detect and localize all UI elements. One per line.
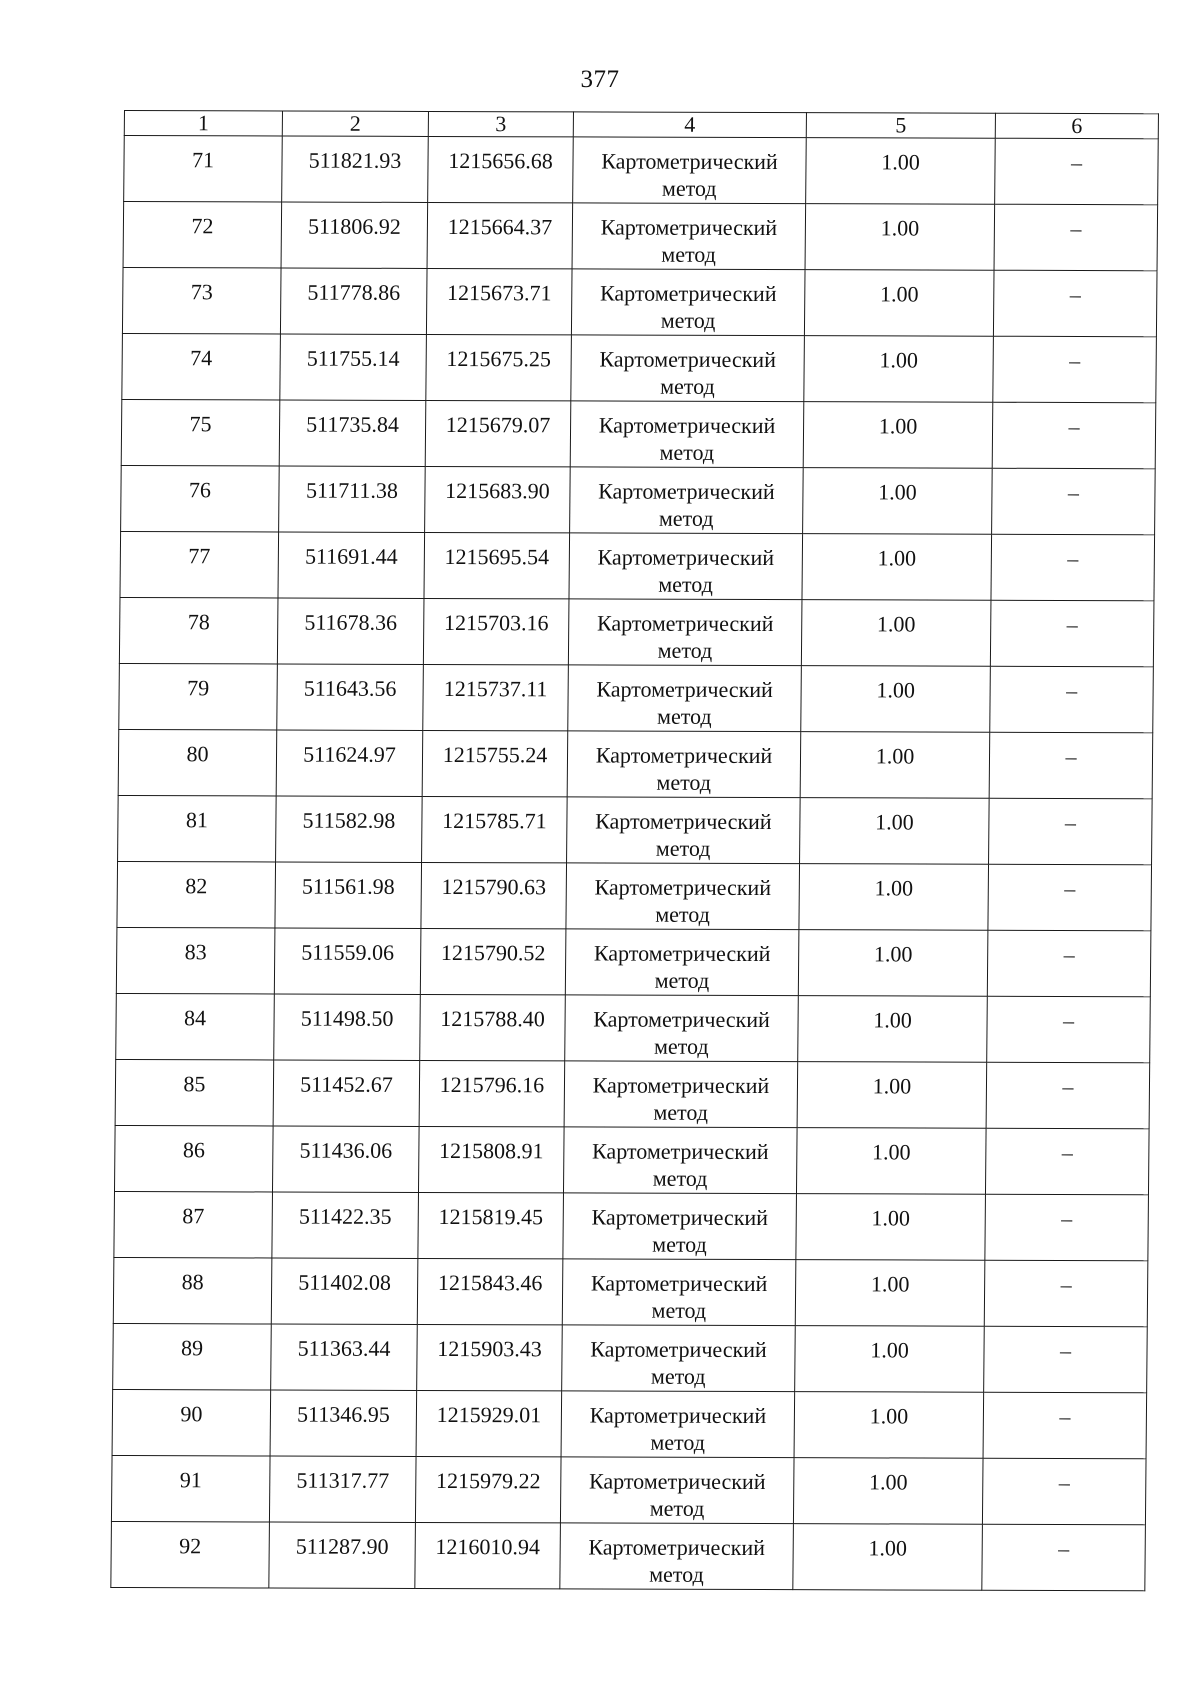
method-line-1: Картометрический	[599, 280, 777, 307]
table-row	[124, 136, 1159, 205]
method-cell	[566, 863, 800, 930]
table-row	[123, 202, 1158, 271]
point-number-cell: 74	[122, 334, 281, 400]
method-line-1: Картометрический	[599, 346, 777, 373]
table-row	[116, 927, 1151, 996]
accuracy-cell: 1.00	[801, 600, 991, 667]
method-cell	[573, 137, 807, 204]
method-cell	[560, 1457, 794, 1524]
point-number-cell: 78	[119, 597, 278, 663]
method-line-2: метод	[656, 703, 712, 729]
table-row	[118, 795, 1153, 864]
x-coordinate-cell: 511735.84	[279, 400, 426, 466]
accuracy-cell: 1.00	[801, 666, 991, 733]
x-coordinate-cell: 511402.08	[271, 1258, 418, 1324]
header-col-2: 2	[282, 111, 428, 136]
method-cell	[565, 995, 799, 1062]
accuracy-cell: 1.00	[794, 1392, 984, 1459]
note-cell: –	[987, 996, 1151, 1063]
x-coordinate-cell: 511559.06	[274, 928, 421, 994]
method-line-1: Картометрический	[597, 544, 775, 571]
table-row	[112, 1389, 1147, 1458]
method-line-2: метод	[659, 439, 715, 465]
y-coordinate-cell: 1215683.90	[425, 466, 571, 532]
accuracy-cell: 1.00	[795, 1260, 985, 1327]
note-cell: –	[988, 864, 1152, 931]
method-line-1: Картометрический	[589, 1402, 767, 1429]
page-number: 377	[580, 66, 620, 93]
accuracy-cell: 1.00	[798, 930, 988, 997]
note-cell: –	[982, 1524, 1146, 1591]
header-col-3: 3	[428, 111, 573, 136]
note-cell: –	[990, 666, 1154, 733]
method-cell	[563, 1193, 797, 1260]
y-coordinate-cell: 1215790.63	[421, 862, 567, 928]
note-cell: –	[984, 1326, 1148, 1393]
note-cell: –	[983, 1392, 1147, 1459]
point-number-cell: 85	[115, 1059, 274, 1125]
x-coordinate-cell: 511287.90	[269, 1522, 416, 1588]
table-row	[111, 1455, 1146, 1524]
note-cell: –	[985, 1194, 1149, 1261]
method-cell	[568, 665, 802, 732]
header-col-5: 5	[806, 113, 995, 139]
method-line-2: метод	[655, 901, 710, 927]
point-number-cell: 86	[114, 1125, 273, 1191]
point-number-cell: 89	[113, 1323, 272, 1389]
point-number-cell: 84	[116, 993, 275, 1059]
method-cell	[560, 1523, 794, 1590]
method-line-2: метод	[650, 1363, 706, 1389]
method-line-2: метод	[652, 1165, 708, 1191]
accuracy-cell: 1.00	[795, 1326, 985, 1393]
method-line-1: Картометрический	[598, 412, 776, 439]
table-body	[111, 136, 1158, 1591]
method-line-2: метод	[649, 1495, 705, 1521]
method-cell	[567, 731, 801, 798]
method-line-1: Картометрический	[600, 214, 778, 241]
method-line-2: метод	[661, 175, 717, 201]
y-coordinate-cell: 1215785.71	[422, 796, 568, 862]
y-coordinate-cell: 1215903.43	[417, 1324, 563, 1390]
method-cell	[570, 401, 804, 468]
table-row	[118, 729, 1153, 798]
method-line-2: метод	[655, 835, 711, 861]
point-number-cell: 81	[118, 795, 277, 861]
method-line-1: Картометрический	[588, 1468, 766, 1495]
table-row	[116, 993, 1151, 1062]
accuracy-cell: 1.00	[796, 1128, 986, 1195]
accuracy-cell: 1.00	[800, 798, 990, 865]
x-coordinate-cell: 511561.98	[275, 862, 422, 928]
note-cell: –	[989, 798, 1153, 865]
method-cell	[565, 929, 799, 996]
y-coordinate-cell: 1216010.94	[415, 1522, 561, 1588]
table-row	[111, 1521, 1146, 1590]
accuracy-cell: 1.00	[798, 996, 988, 1063]
coordinates-table	[110, 110, 1159, 1591]
accuracy-cell: 1.00	[793, 1524, 983, 1591]
x-coordinate-cell: 511422.35	[272, 1192, 419, 1258]
note-cell: –	[986, 1062, 1150, 1129]
y-coordinate-cell: 1215819.45	[418, 1192, 564, 1258]
coordinates-table-container	[110, 110, 1158, 1591]
note-cell: –	[992, 468, 1156, 535]
method-line-2: метод	[658, 571, 714, 597]
y-coordinate-cell: 1215695.54	[424, 532, 570, 598]
table-row	[122, 268, 1157, 337]
method-line-1: Картометрический	[588, 1534, 766, 1561]
y-coordinate-cell: 1215808.91	[418, 1126, 564, 1192]
x-coordinate-cell: 511643.56	[277, 664, 424, 730]
method-line-1: Картометрический	[590, 1270, 768, 1297]
method-cell	[561, 1391, 795, 1458]
y-coordinate-cell: 1215703.16	[423, 598, 569, 664]
accuracy-cell: 1.00	[804, 270, 994, 337]
table-row	[119, 597, 1154, 666]
note-cell: –	[995, 138, 1159, 205]
method-line-1: Картометрический	[590, 1336, 767, 1363]
point-number-cell: 76	[121, 465, 280, 531]
method-line-2: метод	[649, 1561, 704, 1587]
table-row	[113, 1257, 1148, 1326]
method-line-2: метод	[661, 241, 717, 267]
y-coordinate-cell: 1215664.37	[427, 202, 573, 268]
x-coordinate-cell: 511755.14	[280, 334, 427, 400]
point-number-cell: 71	[124, 136, 283, 202]
x-coordinate-cell: 511363.44	[271, 1324, 418, 1390]
header-col-6: 6	[995, 113, 1158, 139]
accuracy-cell: 1.00	[803, 468, 993, 535]
accuracy-cell: 1.00	[797, 1062, 987, 1129]
note-cell: –	[992, 402, 1156, 469]
method-line-2: метод	[658, 505, 714, 531]
table-row	[120, 531, 1155, 600]
accuracy-cell: 1.00	[793, 1458, 983, 1525]
method-line-2: метод	[652, 1231, 707, 1257]
method-line-2: метод	[651, 1297, 707, 1323]
x-coordinate-cell: 511317.77	[269, 1456, 416, 1522]
table-row	[114, 1191, 1149, 1260]
table-row	[121, 465, 1156, 534]
table-header-row	[124, 111, 1158, 139]
point-number-cell: 88	[113, 1257, 272, 1323]
point-number-cell: 75	[121, 400, 280, 466]
method-line-1: Картометрический	[601, 148, 778, 175]
point-number-cell: 87	[114, 1191, 273, 1257]
y-coordinate-cell: 1215737.11	[423, 664, 569, 730]
method-line-2: метод	[660, 307, 716, 333]
method-line-1: Картометрический	[594, 874, 772, 901]
accuracy-cell: 1.00	[806, 138, 996, 205]
x-coordinate-cell: 511452.67	[273, 1060, 420, 1126]
accuracy-cell: 1.00	[799, 864, 989, 931]
method-line-2: метод	[660, 373, 715, 399]
point-number-cell: 82	[117, 861, 276, 927]
table-row	[115, 1059, 1150, 1128]
note-cell: –	[982, 1458, 1146, 1525]
method-line-1: Картометрический	[596, 676, 773, 703]
y-coordinate-cell: 1215755.24	[422, 730, 568, 796]
method-line-1: Картометрический	[593, 1006, 770, 1033]
x-coordinate-cell: 511346.95	[270, 1390, 417, 1456]
note-cell: –	[993, 270, 1157, 337]
method-line-2: метод	[653, 1099, 709, 1125]
note-cell: –	[993, 336, 1157, 403]
point-number-cell: 90	[112, 1389, 271, 1455]
point-number-cell: 79	[119, 663, 278, 729]
x-coordinate-cell: 511778.86	[280, 268, 427, 334]
method-line-2: метод	[656, 769, 712, 795]
note-cell: –	[987, 930, 1151, 997]
point-number-cell: 92	[111, 1521, 270, 1587]
accuracy-cell: 1.00	[796, 1194, 986, 1261]
y-coordinate-cell: 1215679.07	[425, 400, 571, 466]
table-row	[113, 1323, 1148, 1392]
x-coordinate-cell: 511678.36	[277, 598, 424, 664]
accuracy-cell: 1.00	[804, 336, 994, 403]
x-coordinate-cell: 511691.44	[278, 532, 425, 598]
table-row	[117, 861, 1152, 930]
accuracy-cell: 1.00	[800, 732, 990, 799]
y-coordinate-cell: 1215656.68	[428, 136, 574, 202]
y-coordinate-cell: 1215929.01	[416, 1390, 562, 1456]
method-line-1: Картометрический	[598, 478, 775, 505]
note-cell: –	[985, 1128, 1149, 1195]
table-row	[122, 334, 1157, 403]
table-row	[114, 1125, 1149, 1194]
method-cell	[562, 1325, 796, 1392]
table-row	[119, 663, 1154, 732]
accuracy-cell: 1.00	[803, 402, 993, 469]
y-coordinate-cell: 1215673.71	[426, 268, 572, 334]
y-coordinate-cell: 1215788.40	[420, 994, 566, 1060]
point-number-cell: 83	[116, 927, 275, 993]
accuracy-cell: 1.00	[805, 204, 995, 271]
method-cell	[571, 335, 805, 402]
method-cell	[570, 467, 804, 534]
point-number-cell: 80	[118, 729, 277, 795]
x-coordinate-cell: 511498.50	[274, 994, 421, 1060]
y-coordinate-cell: 1215979.22	[415, 1456, 561, 1522]
x-coordinate-cell: 511711.38	[279, 466, 426, 532]
table-row	[121, 400, 1156, 469]
method-line-1: Картометрический	[595, 742, 773, 769]
header-col-1: 1	[124, 111, 282, 136]
method-line-1: Картометрический	[591, 1204, 769, 1231]
method-line-1: Картометрический	[593, 940, 771, 967]
accuracy-cell: 1.00	[802, 534, 992, 601]
method-cell	[567, 797, 801, 864]
method-cell	[563, 1127, 797, 1194]
method-line-1: Картометрический	[595, 808, 772, 835]
method-cell	[568, 599, 802, 666]
point-number-cell: 91	[111, 1455, 270, 1521]
x-coordinate-cell: 511436.06	[272, 1126, 419, 1192]
x-coordinate-cell: 511821.93	[282, 136, 429, 202]
method-line-2: метод	[654, 967, 710, 993]
method-cell	[569, 533, 803, 600]
note-cell: –	[989, 732, 1153, 799]
y-coordinate-cell: 1215675.25	[426, 334, 572, 400]
header-col-4: 4	[573, 112, 806, 138]
point-number-cell: 72	[123, 202, 282, 268]
x-coordinate-cell: 511806.92	[281, 202, 428, 268]
x-coordinate-cell: 511624.97	[276, 730, 423, 796]
method-cell	[564, 1061, 798, 1128]
x-coordinate-cell: 511582.98	[276, 796, 423, 862]
note-cell: –	[994, 204, 1158, 271]
note-cell: –	[984, 1260, 1148, 1327]
method-line-1: Картометрический	[592, 1072, 770, 1099]
method-cell	[562, 1259, 796, 1326]
point-number-cell: 77	[120, 531, 279, 597]
note-cell: –	[990, 600, 1154, 667]
point-number-cell: 73	[122, 268, 281, 334]
y-coordinate-cell: 1215790.52	[420, 928, 566, 994]
y-coordinate-cell: 1215843.46	[417, 1258, 563, 1324]
method-line-2: метод	[657, 637, 713, 663]
method-line-1: Картометрический	[592, 1138, 769, 1165]
method-cell	[571, 269, 805, 336]
method-line-1: Картометрический	[596, 610, 774, 637]
method-line-2: метод	[650, 1429, 706, 1455]
note-cell: –	[991, 534, 1155, 601]
method-line-2: метод	[653, 1033, 709, 1059]
method-cell	[572, 203, 806, 270]
y-coordinate-cell: 1215796.16	[419, 1060, 565, 1126]
